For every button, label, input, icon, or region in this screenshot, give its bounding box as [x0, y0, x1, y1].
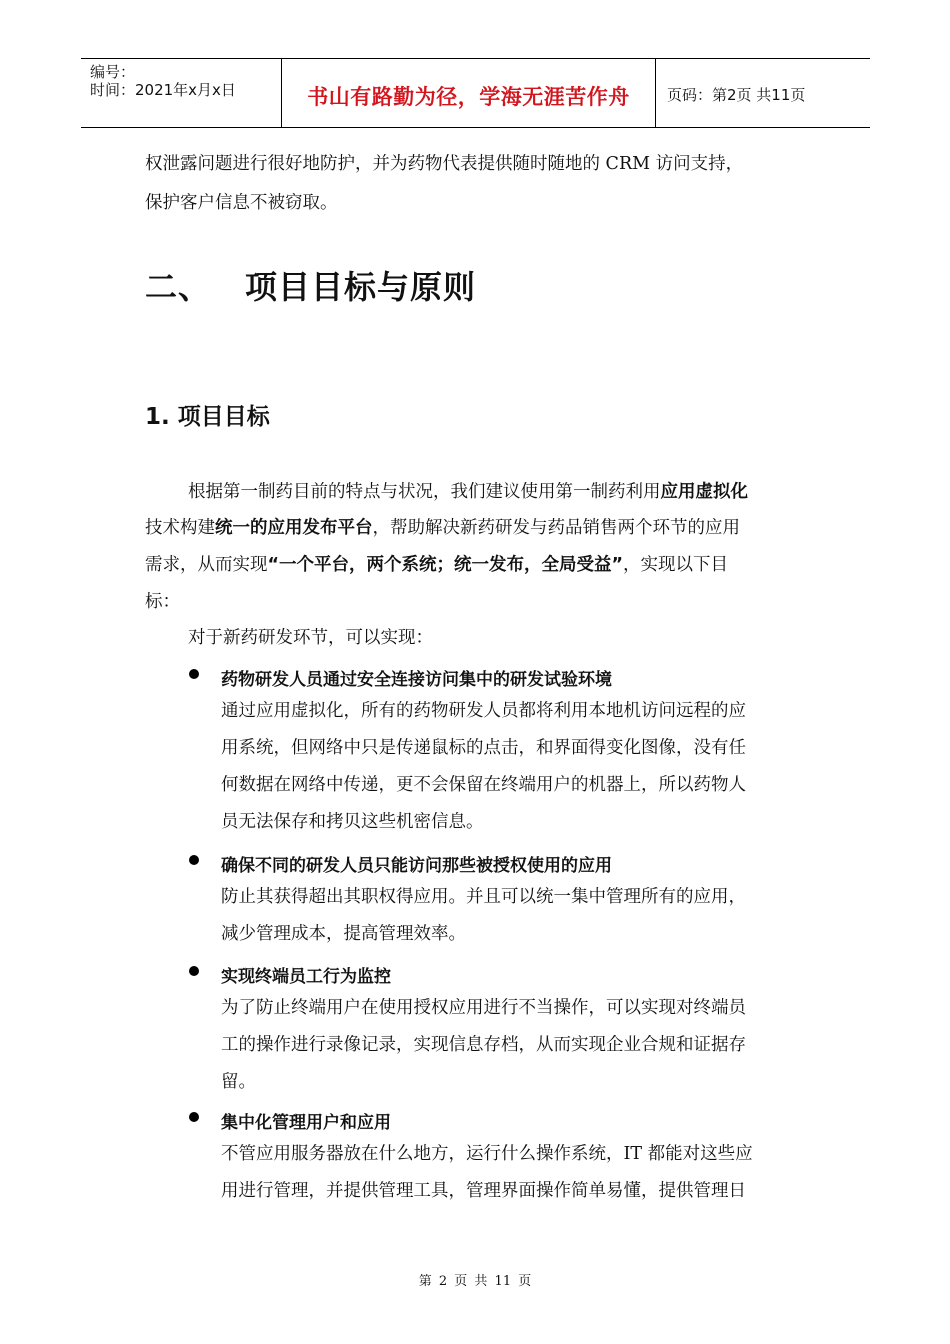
bullet-2-line-2: 减少管理成本，提高管理效率。: [221, 924, 466, 944]
bullet-1-line-4: 员无法保存和拷贝这些机密信息。: [221, 812, 484, 832]
bullet-3-line-3: 留。: [221, 1072, 256, 1092]
header-page-number: 页码：第2页 共11页: [667, 86, 806, 104]
paragraph-text-3a: 需求，从而实现: [145, 555, 268, 575]
header-info-cell: [81, 59, 281, 127]
intro-line-2: 保护客户信息不被窃取。: [145, 193, 338, 213]
bullet-dot-4: [189, 1112, 199, 1122]
bullet-title-3: 实现终端员工行为监控: [221, 967, 391, 987]
bullet-1-line-1: 通过应用虚拟化，所有的药物研发人员都将利用本地机访问远程的应: [221, 701, 746, 721]
section-heading: [145, 262, 476, 308]
paragraph-line-3: [145, 557, 728, 575]
bullet-title-1: 药物研发人员通过安全连接访问集中的研发试验环境: [221, 670, 612, 690]
bullet-3-line-1: 为了防止终端用户在使用授权应用进行不当操作，可以实现对终端员: [221, 998, 746, 1018]
paragraph-text-2c: ，帮助解决新药研发与药品销售两个环节的应用: [372, 518, 740, 538]
paragraph-emphasis-3: “一个平台，两个系统；统一发布，全局受益”: [267, 555, 624, 575]
page-header: [81, 58, 870, 128]
paragraph-text-2a: 技术构建: [145, 518, 215, 538]
header-motto: 书山有路勤为径，学海无涯苦作舟: [307, 85, 630, 109]
paragraph-line-4: 标：: [145, 592, 180, 612]
intro-line-1: [145, 156, 805, 174]
bullet-3-line-2: 工的操作进行录像记录，实现信息存档，从而实现企业合规和证据存: [221, 1035, 746, 1055]
bullet-4-line-1: 不管应用服务器放在什么地方，运行什么操作系统，IT 都能对这些应: [221, 1144, 753, 1164]
subsection-heading: 1. 项目目标: [145, 404, 270, 430]
bullet-4-line-2: 用进行管理，并提供管理工具，管理界面操作简单易懂，提供管理日: [221, 1181, 746, 1201]
bullet-1-line-2: 用系统，但网络中只是传递鼠标的点击，和界面得变化图像，没有任: [221, 738, 746, 758]
header-page-cell: [655, 59, 870, 127]
paragraph-text-1a: 根据第一制药目前的特点与状况，我们建议使用第一制药利用: [188, 482, 661, 502]
intro-text-1: 权泄露问题进行很好地防护，并为药物代表提供随时随地的 CRM 访问支持，: [145, 154, 744, 174]
bullet-dot-3: [189, 966, 199, 976]
document-time-label: 时间：2021年x月x日: [90, 81, 236, 99]
paragraph-line-1: [188, 484, 748, 502]
page-footer: 第 2 页 共 11 页: [418, 1274, 532, 1289]
bullet-1-line-3: 何数据在网络中传递，更不会保留在终端用户的机器上，所以药物人: [221, 775, 746, 795]
bullet-dot-1: [189, 669, 199, 679]
bullet-title-2: 确保不同的研发人员只能访问那些被授权使用的应用: [221, 856, 612, 876]
section-title: 项目目标与原则: [245, 268, 477, 306]
section-number: 二、: [145, 268, 212, 306]
paragraph-text-3c: ，实现以下目: [623, 555, 729, 575]
paragraph-emphasis-2: 统一的应用发布平台: [215, 518, 373, 538]
header-motto-cell: [281, 59, 656, 127]
document-number-label: 编号：: [90, 63, 136, 81]
bullet-dot-2: [189, 855, 199, 865]
bullet-title-4: 集中化管理用户和应用: [221, 1113, 391, 1133]
paragraph-line-2: [145, 520, 805, 538]
bullet-2-line-1: 防止其获得超出其职权得应用。并且可以统一集中管理所有的应用，: [221, 887, 746, 907]
list-lead: 对于新药研发环节，可以实现：: [188, 628, 433, 648]
paragraph-text-2: [145, 520, 740, 538]
paragraph-emphasis-1: 应用虚拟化: [660, 482, 748, 502]
